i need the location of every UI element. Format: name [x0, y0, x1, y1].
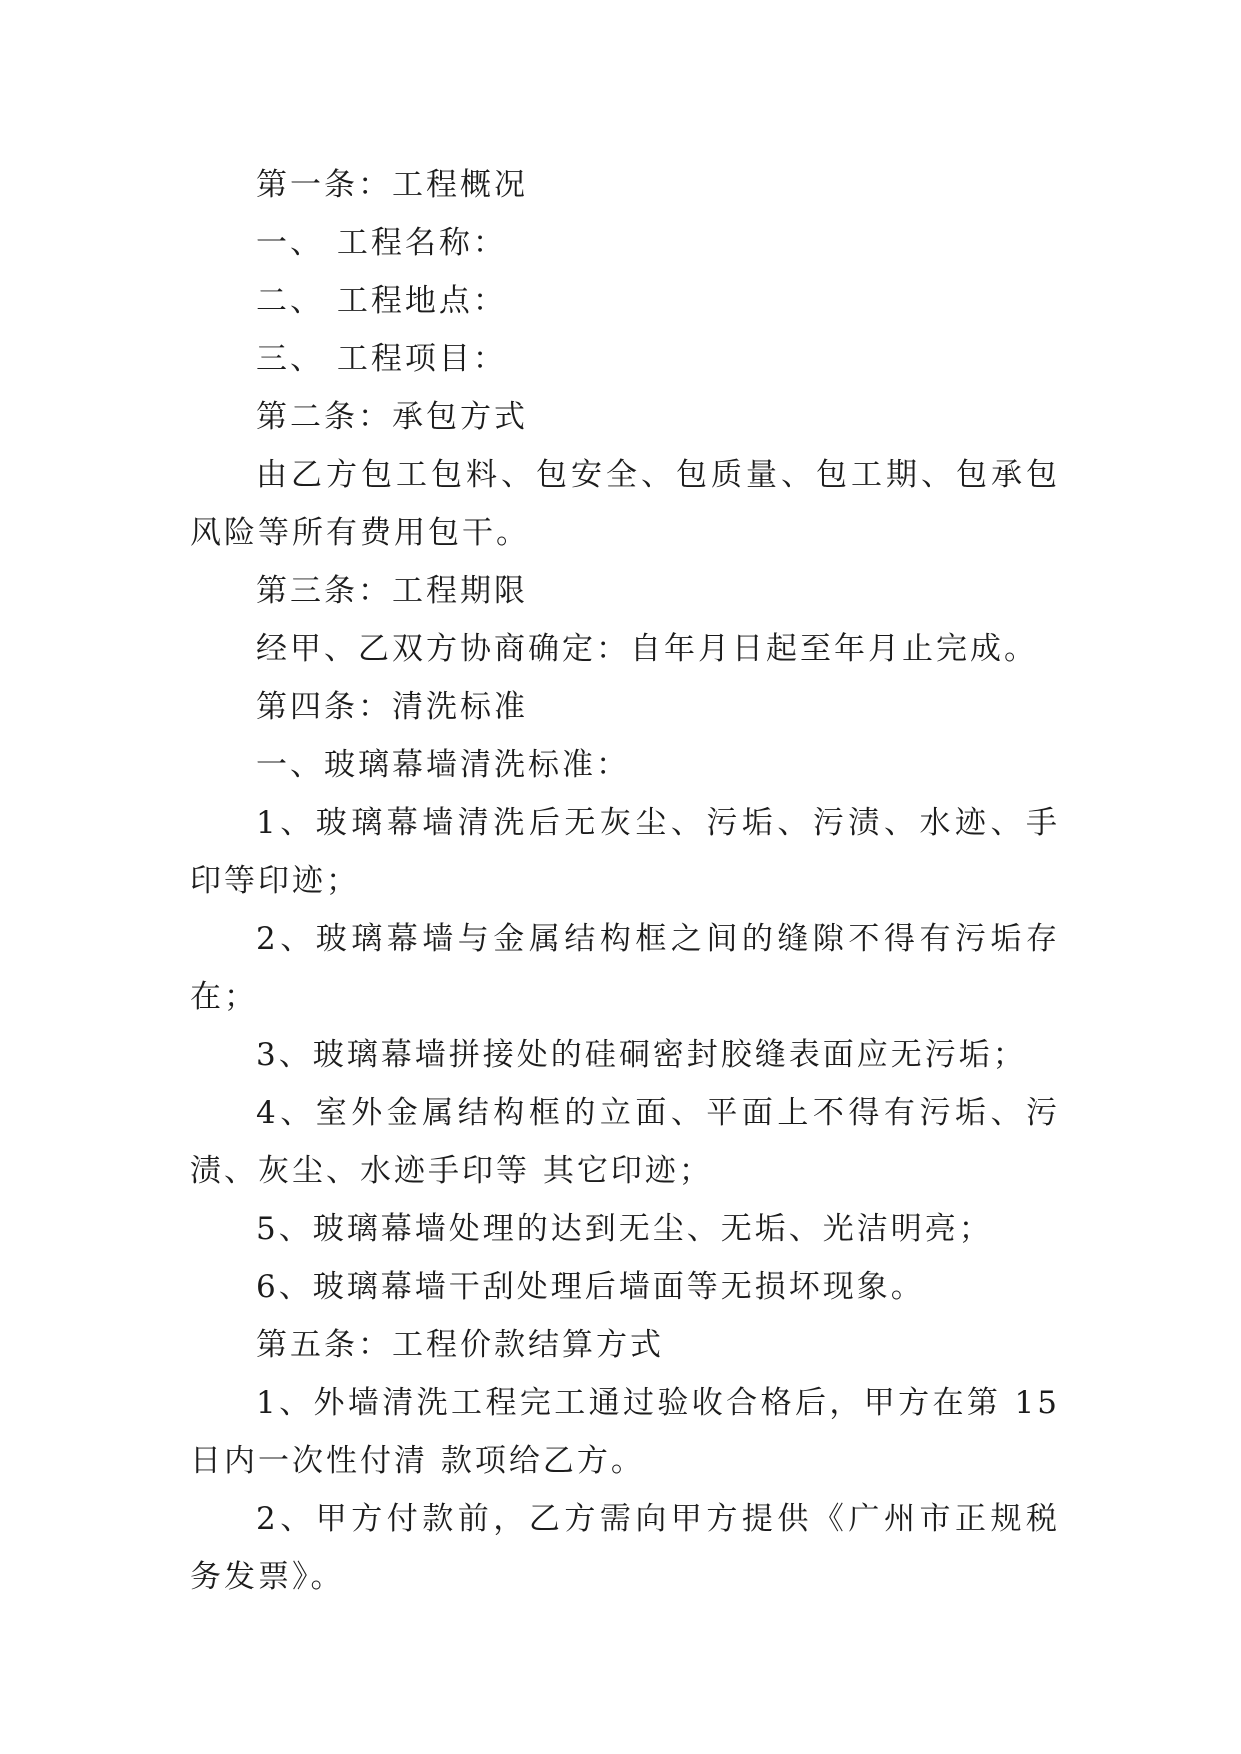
heading-article-2: 第二条：承包方式 [256, 399, 528, 435]
standard-item-2: 2、玻璃幕墙与金属结构框之间的缝隙不得有污垢存在； [190, 921, 1060, 1015]
paragraph-contract-method: 由乙方包工包料、包安全、包质量、包工期、包承包风险等所有费用包干。 [190, 457, 1060, 551]
item-project-name: 一、 工程名称： [256, 225, 507, 261]
standard-item-1: 1、玻璃幕墙清洗后无灰尘、污垢、污渍、水迹、手印等印迹； [190, 805, 1060, 899]
standard-item-5: 5、玻璃幕墙处理的达到无尘、无垢、光洁明亮； [256, 1211, 993, 1247]
item-project-location: 二、 工程地点： [256, 283, 507, 319]
document-body [190, 156, 1060, 1606]
payment-item-2: 2、甲方付款前，乙方需向甲方提供《广州市正规税务发票》。 [190, 1501, 1060, 1595]
payment-item-1: 1、外墙清洗工程完工通过验收合格后，甲方在第 15 日内一次性付清 款项给乙方。 [190, 1385, 1060, 1479]
standard-item-6: 6、玻璃幕墙干刮处理后墙面等无损坏现象。 [256, 1269, 925, 1305]
heading-article-5: 第五条：工程价款结算方式 [256, 1327, 664, 1363]
heading-article-3: 第三条：工程期限 [256, 573, 528, 609]
standard-item-3: 3、玻璃幕墙拼接处的硅硐密封胶缝表面应无污垢； [256, 1037, 1027, 1073]
item-project-items: 三、 工程项目： [256, 341, 507, 377]
heading-article-4: 第四条：清洗标准 [256, 689, 528, 725]
standard-item-4: 4、室外金属结构框的立面、平面上不得有污垢、污渍、灰尘、水迹手印等 其它印迹； [190, 1095, 1060, 1189]
paragraph-project-period: 经甲、乙双方协商确定：自年月日起至年月止完成。 [256, 631, 1038, 667]
heading-article-1: 第一条：工程概况 [256, 167, 528, 203]
subheading-glass-curtain-standard: 一、玻璃幕墙清洗标准： [256, 747, 630, 783]
